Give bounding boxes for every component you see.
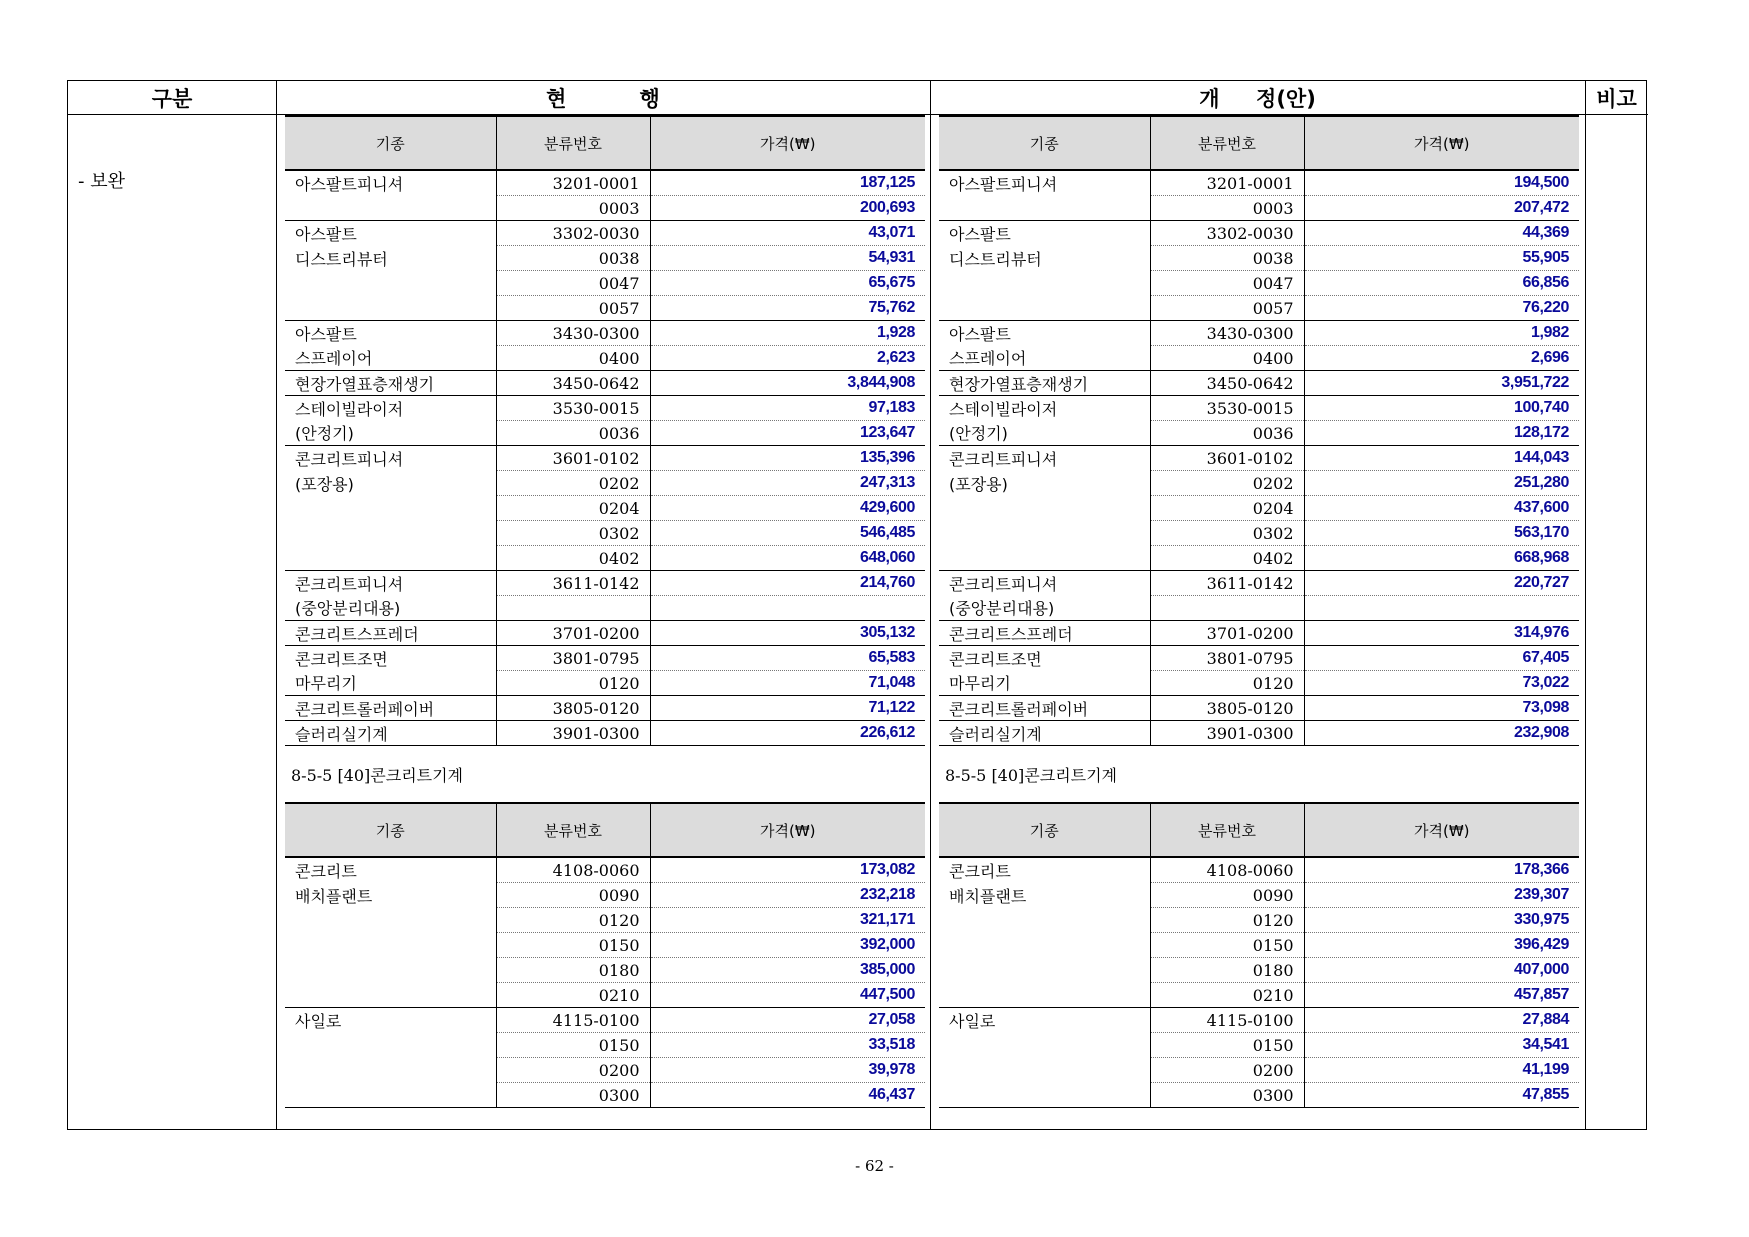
table-row	[939, 221, 1579, 246]
classification-code-cell: 0150	[496, 933, 650, 958]
equipment-name-cell	[939, 196, 1150, 221]
equipment-name-cell: 콘크리트	[939, 857, 1150, 883]
comparison-table-frame	[67, 80, 1647, 1130]
table-row	[285, 346, 925, 371]
equipment-name-cell: 콘크리트롤러페이버	[285, 696, 496, 721]
equipment-name-cell: 콘크리트조면	[285, 646, 496, 671]
column-divider	[1585, 81, 1586, 1129]
classification-code-cell: 0300	[1150, 1083, 1304, 1108]
equipment-name-cell: 콘크리트롤러페이버	[939, 696, 1150, 721]
equipment-name-cell: 슬러리실기계	[939, 721, 1150, 746]
current-price-table-1	[285, 115, 925, 746]
table-row	[285, 421, 925, 446]
equipment-name-cell	[939, 271, 1150, 296]
equipment-name-cell: 배치플랜트	[285, 883, 496, 908]
price-cell: 123,647	[650, 421, 925, 446]
price-cell	[650, 596, 925, 621]
table-row	[939, 271, 1579, 296]
classification-code-cell: 0120	[496, 671, 650, 696]
table-row	[285, 1058, 925, 1083]
classification-code-cell: 0047	[496, 271, 650, 296]
classification-code-cell: 0150	[1150, 1033, 1304, 1058]
table-row	[285, 1083, 925, 1108]
classification-code-cell: 0402	[1150, 546, 1304, 571]
price-cell: 144,043	[1304, 446, 1579, 471]
table-row	[939, 1083, 1579, 1108]
equipment-name-cell: 아스팔트	[939, 321, 1150, 346]
table-row	[285, 596, 925, 621]
table-row	[285, 271, 925, 296]
revised-price-table-2	[939, 802, 1579, 1108]
classification-code-cell: 0047	[1150, 271, 1304, 296]
header-current	[276, 81, 930, 115]
equipment-name-cell	[939, 933, 1150, 958]
price-cell: 457,857	[1304, 983, 1579, 1008]
price-cell: 396,429	[1304, 933, 1579, 958]
classification-code-cell: 3611-0142	[496, 571, 650, 596]
equipment-name-cell	[285, 296, 496, 321]
equipment-name-cell: 스테이빌라이저	[285, 396, 496, 421]
table-row	[939, 958, 1579, 983]
price-cell: 47,855	[1304, 1083, 1579, 1108]
equipment-name-cell	[939, 546, 1150, 571]
price-cell: 563,170	[1304, 521, 1579, 546]
equipment-name-cell: 디스트리뷰터	[939, 246, 1150, 271]
price-cell: 194,500	[1304, 170, 1579, 196]
table-row	[285, 857, 925, 883]
price-cell: 65,675	[650, 271, 925, 296]
equipment-name-cell	[285, 271, 496, 296]
price-cell: 392,000	[650, 933, 925, 958]
equipment-name-cell: 콘크리트피니셔	[285, 446, 496, 471]
equipment-name-cell	[285, 521, 496, 546]
classification-code-cell: 0400	[1150, 346, 1304, 371]
table-row	[285, 221, 925, 246]
equipment-name-cell: 아스팔트피니셔	[939, 170, 1150, 196]
classification-code-cell: 0036	[496, 421, 650, 446]
revised-price-table-1	[939, 115, 1579, 746]
price-cell: 1,928	[650, 321, 925, 346]
price-cell: 200,693	[650, 196, 925, 221]
price-cell: 55,905	[1304, 246, 1579, 271]
price-cell: 73,098	[1304, 696, 1579, 721]
price-cell: 27,058	[650, 1008, 925, 1033]
table-row	[939, 196, 1579, 221]
table-row	[285, 196, 925, 221]
classification-code-cell	[496, 596, 650, 621]
header-revised-label: 개 정(안)	[1199, 86, 1316, 111]
classification-code-cell: 3302-0030	[1150, 221, 1304, 246]
price-cell: 232,218	[650, 883, 925, 908]
equipment-name-cell: 사일로	[285, 1008, 496, 1033]
classification-code-cell: 0038	[496, 246, 650, 271]
classification-code-cell: 0204	[496, 496, 650, 521]
table-row	[285, 246, 925, 271]
col-header-code: 분류번호	[1150, 803, 1304, 857]
classification-code-cell: 3430-0300	[496, 321, 650, 346]
table-row	[285, 446, 925, 471]
price-cell: 668,968	[1304, 546, 1579, 571]
classification-code-cell: 0210	[1150, 983, 1304, 1008]
price-cell: 2,696	[1304, 346, 1579, 371]
equipment-name-cell: 스테이빌라이저	[939, 396, 1150, 421]
price-cell: 76,220	[1304, 296, 1579, 321]
col-header-name: 기종	[285, 116, 496, 170]
equipment-name-cell: (안정기)	[285, 421, 496, 446]
price-cell: 75,762	[650, 296, 925, 321]
classification-code-cell: 3530-0015	[1150, 396, 1304, 421]
price-cell: 178,366	[1304, 857, 1579, 883]
price-cell: 73,022	[1304, 671, 1579, 696]
classification-code-cell: 0090	[496, 883, 650, 908]
equipment-name-cell	[285, 1083, 496, 1108]
table-row	[939, 170, 1579, 196]
equipment-name-cell	[285, 983, 496, 1008]
price-cell: 226,612	[650, 721, 925, 746]
equipment-name-cell: 배치플랜트	[939, 883, 1150, 908]
table-row	[939, 246, 1579, 271]
equipment-name-cell: 현장가열표층재생기	[939, 371, 1150, 396]
table-row	[285, 396, 925, 421]
classification-code-cell: 3601-0102	[1150, 446, 1304, 471]
classification-code-cell: 3805-0120	[1150, 696, 1304, 721]
table-row	[285, 983, 925, 1008]
equipment-name-cell	[939, 1033, 1150, 1058]
classification-code-cell: 3201-0001	[1150, 170, 1304, 196]
equipment-name-cell	[285, 546, 496, 571]
category-label: - 보완	[78, 171, 125, 192]
price-cell: 3,844,908	[650, 371, 925, 396]
price-cell: 128,172	[1304, 421, 1579, 446]
equipment-name-cell	[285, 1058, 496, 1083]
price-cell: 135,396	[650, 446, 925, 471]
header-category	[68, 81, 276, 115]
price-cell: 173,082	[650, 857, 925, 883]
price-cell: 27,884	[1304, 1008, 1579, 1033]
equipment-name-cell	[939, 983, 1150, 1008]
table-row	[939, 521, 1579, 546]
price-cell: 220,727	[1304, 571, 1579, 596]
classification-code-cell: 3611-0142	[1150, 571, 1304, 596]
price-cell: 3,951,722	[1304, 371, 1579, 396]
price-cell: 41,199	[1304, 1058, 1579, 1083]
price-cell: 187,125	[650, 170, 925, 196]
header-current-label: 현 행	[546, 86, 660, 111]
equipment-name-cell	[285, 958, 496, 983]
price-cell: 321,171	[650, 908, 925, 933]
table-row	[285, 958, 925, 983]
price-cell: 648,060	[650, 546, 925, 571]
column-divider	[930, 81, 931, 1129]
equipment-name-cell	[285, 196, 496, 221]
price-cell: 407,000	[1304, 958, 1579, 983]
equipment-name-cell: 마무리기	[285, 671, 496, 696]
equipment-name-cell: 스프레이어	[285, 346, 496, 371]
price-cell: 97,183	[650, 396, 925, 421]
table-row	[939, 346, 1579, 371]
table-row	[285, 546, 925, 571]
current-panel	[285, 115, 925, 1108]
col-header-name: 기종	[939, 116, 1150, 170]
table-row	[939, 933, 1579, 958]
classification-code-cell: 4115-0100	[496, 1008, 650, 1033]
classification-code-cell: 0003	[1150, 196, 1304, 221]
classification-code-cell: 0057	[1150, 296, 1304, 321]
classification-code-cell: 0150	[1150, 933, 1304, 958]
col-header-code: 분류번호	[496, 116, 650, 170]
equipment-name-cell: (중앙분리대용)	[285, 596, 496, 621]
table-row	[939, 646, 1579, 671]
table-row	[285, 571, 925, 596]
table-row	[285, 908, 925, 933]
equipment-name-cell: 아스팔트	[285, 221, 496, 246]
table-row	[285, 671, 925, 696]
classification-code-cell: 3701-0200	[496, 621, 650, 646]
price-cell: 33,518	[650, 1033, 925, 1058]
section-title: 8-5-5 [40]콘크리트기계	[291, 765, 464, 785]
classification-code-cell: 0036	[1150, 421, 1304, 446]
price-cell: 546,485	[650, 521, 925, 546]
equipment-name-cell: 콘크리트피니셔	[285, 571, 496, 596]
column-divider	[276, 81, 277, 1129]
classification-code-cell: 3901-0300	[1150, 721, 1304, 746]
classification-code-cell: 3701-0200	[1150, 621, 1304, 646]
price-cell: 330,975	[1304, 908, 1579, 933]
classification-code-cell: 0180	[496, 958, 650, 983]
table-row	[285, 933, 925, 958]
table-row	[285, 471, 925, 496]
classification-code-cell: 4108-0060	[496, 857, 650, 883]
price-cell: 44,369	[1304, 221, 1579, 246]
price-cell: 43,071	[650, 221, 925, 246]
classification-code-cell: 0150	[496, 1033, 650, 1058]
table-row	[285, 371, 925, 396]
price-cell: 100,740	[1304, 396, 1579, 421]
price-cell: 429,600	[650, 496, 925, 521]
equipment-name-cell: 마무리기	[939, 671, 1150, 696]
classification-code-cell: 0180	[1150, 958, 1304, 983]
classification-code-cell: 0400	[496, 346, 650, 371]
price-cell: 71,048	[650, 671, 925, 696]
table-row	[939, 1008, 1579, 1033]
price-cell: 65,583	[650, 646, 925, 671]
table-row	[939, 1058, 1579, 1083]
price-cell: 247,313	[650, 471, 925, 496]
price-cell: 71,122	[650, 696, 925, 721]
classification-code-cell: 0204	[1150, 496, 1304, 521]
classification-code-cell: 0090	[1150, 883, 1304, 908]
table-row	[939, 857, 1579, 883]
price-cell: 34,541	[1304, 1033, 1579, 1058]
table-row	[285, 296, 925, 321]
revised-panel	[939, 115, 1579, 1108]
table-row	[939, 983, 1579, 1008]
header-remarks-label: 비고	[1596, 86, 1637, 111]
classification-code-cell: 0038	[1150, 246, 1304, 271]
classification-code-cell: 3302-0030	[496, 221, 650, 246]
equipment-name-cell: 아스팔트	[939, 221, 1150, 246]
table-row	[939, 908, 1579, 933]
classification-code-cell: 0202	[1150, 471, 1304, 496]
classification-code-cell: 4115-0100	[1150, 1008, 1304, 1033]
equipment-name-cell	[939, 521, 1150, 546]
classification-code-cell: 0057	[496, 296, 650, 321]
price-cell: 39,978	[650, 1058, 925, 1083]
price-cell: 1,982	[1304, 321, 1579, 346]
table-row	[285, 521, 925, 546]
table-row	[939, 321, 1579, 346]
table-row	[285, 696, 925, 721]
classification-code-cell	[1150, 596, 1304, 621]
table-row	[285, 170, 925, 196]
classification-code-cell: 3801-0795	[496, 646, 650, 671]
price-cell	[1304, 596, 1579, 621]
equipment-name-cell: 사일로	[939, 1008, 1150, 1033]
equipment-name-cell	[939, 296, 1150, 321]
equipment-name-cell: 현장가열표층재생기	[285, 371, 496, 396]
classification-code-cell: 3901-0300	[496, 721, 650, 746]
col-header-price: 가격(₩)	[1304, 803, 1579, 857]
equipment-name-cell: 콘크리트피니셔	[939, 571, 1150, 596]
equipment-name-cell: (포장용)	[285, 471, 496, 496]
col-header-price: 가격(₩)	[650, 803, 925, 857]
equipment-name-cell: 콘크리트피니셔	[939, 446, 1150, 471]
classification-code-cell: 3430-0300	[1150, 321, 1304, 346]
classification-code-cell: 0300	[496, 1083, 650, 1108]
price-cell: 214,760	[650, 571, 925, 596]
classification-code-cell: 3201-0001	[496, 170, 650, 196]
classification-code-cell: 0120	[1150, 671, 1304, 696]
table-row	[939, 546, 1579, 571]
table-row	[285, 496, 925, 521]
equipment-name-cell	[939, 496, 1150, 521]
classification-code-cell: 3805-0120	[496, 696, 650, 721]
price-cell: 447,500	[650, 983, 925, 1008]
table-row	[939, 596, 1579, 621]
header-category-label: 구분	[151, 86, 193, 111]
price-cell: 251,280	[1304, 471, 1579, 496]
section-title: 8-5-5 [40]콘크리트기계	[945, 765, 1118, 785]
table-row	[285, 621, 925, 646]
price-cell: 67,405	[1304, 646, 1579, 671]
header-remarks	[1585, 81, 1648, 115]
table-row	[939, 721, 1579, 746]
table-row	[939, 396, 1579, 421]
col-header-code: 분류번호	[496, 803, 650, 857]
equipment-name-cell: (안정기)	[939, 421, 1150, 446]
classification-code-cell: 0210	[496, 983, 650, 1008]
classification-code-cell: 0402	[496, 546, 650, 571]
price-cell: 305,132	[650, 621, 925, 646]
price-cell: 2,623	[650, 346, 925, 371]
equipment-name-cell: 아스팔트	[285, 321, 496, 346]
classification-code-cell: 0120	[496, 908, 650, 933]
equipment-name-cell	[285, 1033, 496, 1058]
classification-code-cell: 0202	[496, 471, 650, 496]
table-row	[285, 1033, 925, 1058]
classification-code-cell: 0302	[1150, 521, 1304, 546]
col-header-price: 가격(₩)	[1304, 116, 1579, 170]
table-row	[939, 883, 1579, 908]
classification-code-cell: 0003	[496, 196, 650, 221]
classification-code-cell: 0200	[496, 1058, 650, 1083]
table-row	[285, 1008, 925, 1033]
table-row	[939, 296, 1579, 321]
classification-code-cell: 0302	[496, 521, 650, 546]
current-price-table-2	[285, 802, 925, 1108]
equipment-name-cell	[939, 958, 1150, 983]
equipment-name-cell	[939, 1058, 1150, 1083]
table-row	[939, 621, 1579, 646]
equipment-name-cell: 슬러리실기계	[285, 721, 496, 746]
classification-code-cell: 3801-0795	[1150, 646, 1304, 671]
classification-code-cell: 4108-0060	[1150, 857, 1304, 883]
table-row	[285, 646, 925, 671]
classification-code-cell: 3601-0102	[496, 446, 650, 471]
col-header-name: 기종	[939, 803, 1150, 857]
price-cell: 239,307	[1304, 883, 1579, 908]
price-cell: 66,856	[1304, 271, 1579, 296]
equipment-name-cell: 콘크리트스프레더	[285, 621, 496, 646]
table-row	[939, 1033, 1579, 1058]
table-row	[285, 321, 925, 346]
equipment-name-cell: 콘크리트스프레더	[939, 621, 1150, 646]
equipment-name-cell	[939, 908, 1150, 933]
price-cell: 385,000	[650, 958, 925, 983]
equipment-name-cell: 콘크리트조면	[939, 646, 1150, 671]
equipment-name-cell: 콘크리트	[285, 857, 496, 883]
equipment-name-cell	[939, 1083, 1150, 1108]
table-row	[939, 571, 1579, 596]
equipment-name-cell	[285, 496, 496, 521]
equipment-name-cell: 스프레이어	[939, 346, 1150, 371]
table-row	[939, 696, 1579, 721]
table-row	[285, 721, 925, 746]
price-cell: 207,472	[1304, 196, 1579, 221]
header-revised	[930, 81, 1585, 115]
classification-code-cell: 3450-0642	[496, 371, 650, 396]
equipment-name-cell: 아스팔트피니셔	[285, 170, 496, 196]
col-header-code: 분류번호	[1150, 116, 1304, 170]
equipment-name-cell: 디스트리뷰터	[285, 246, 496, 271]
equipment-name-cell: (중앙분리대용)	[939, 596, 1150, 621]
price-cell: 314,976	[1304, 621, 1579, 646]
col-header-name: 기종	[285, 803, 496, 857]
equipment-name-cell	[285, 933, 496, 958]
price-cell: 46,437	[650, 1083, 925, 1108]
table-row	[939, 446, 1579, 471]
classification-code-cell: 3450-0642	[1150, 371, 1304, 396]
price-cell: 437,600	[1304, 496, 1579, 521]
price-cell: 232,908	[1304, 721, 1579, 746]
price-cell: 54,931	[650, 246, 925, 271]
page-number: - 62 -	[855, 1157, 894, 1175]
table-row	[939, 421, 1579, 446]
equipment-name-cell	[285, 908, 496, 933]
table-row	[939, 671, 1579, 696]
equipment-name-cell: (포장용)	[939, 471, 1150, 496]
col-header-price: 가격(₩)	[650, 116, 925, 170]
table-row	[285, 883, 925, 908]
table-row	[939, 371, 1579, 396]
classification-code-cell: 0200	[1150, 1058, 1304, 1083]
table-row	[939, 471, 1579, 496]
table-row	[939, 496, 1579, 521]
classification-code-cell: 0120	[1150, 908, 1304, 933]
classification-code-cell: 3530-0015	[496, 396, 650, 421]
